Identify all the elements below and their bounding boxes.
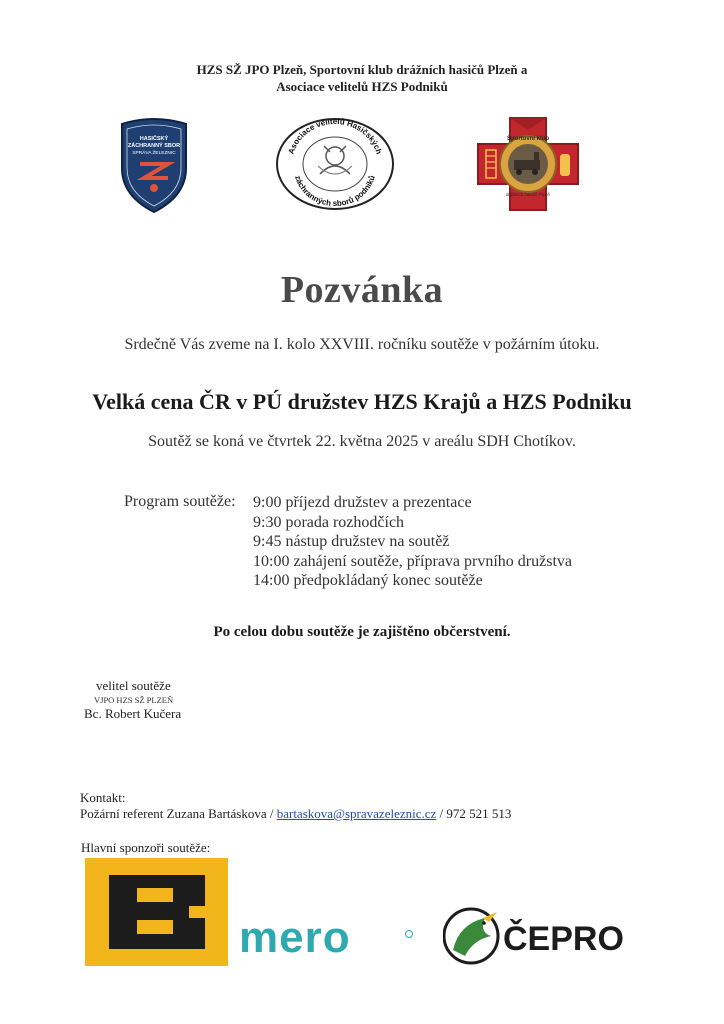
- program-item: 10:00 zahájení soutěže, příprava prvního družstva: [253, 552, 572, 570]
- left-logo-text-top: HASIČSKÝ: [139, 136, 169, 142]
- left-logo-text-bottom: SPRÁVA ŽELEZNIC: [132, 151, 176, 156]
- mero-wordmark: mero: [239, 913, 351, 960]
- hzs-sprava-zeleznic-logo: [118, 116, 190, 214]
- contact-email-link[interactable]: bartaskova@spravazeleznic.cz: [276, 806, 437, 821]
- sponsor-cepro-logo: [443, 906, 635, 966]
- program-label: Program soutěže:: [124, 493, 236, 510]
- header-organizers-line2: Asociace velitelů HZS Podniků: [276, 79, 448, 94]
- program-list: [253, 493, 572, 591]
- commander-unit: VJPO HZS SŽ PLZEŇ: [94, 695, 174, 705]
- left-logo-text-mid: ZÁCHRANNÝ SBOR: [127, 143, 181, 149]
- cepro-wordmark: ČEPRO: [503, 920, 624, 958]
- sponsor-b-logo: [85, 858, 228, 966]
- page-title: Pozvánka: [280, 269, 444, 311]
- commander-role: velitel soutěže: [96, 678, 171, 693]
- event-title: Velká cena ČR v PÚ družstev HZS Krajů a HZS Podniku: [92, 389, 632, 414]
- sponsor-mero-logo: [239, 912, 417, 960]
- asociace-velitelu-logo: [274, 116, 396, 212]
- contact-person: Požární referent Zuzana Bartáskova /: [80, 806, 274, 821]
- sportovni-klub-hasicu-logo: [476, 116, 580, 212]
- sponsors-label: Hlavní sponzoři soutěže:: [81, 840, 211, 855]
- refreshments-note: Po celou dobu soutěže je zajištěno občerstvení.: [213, 624, 511, 640]
- program-item: 9:00 příjezd družstev a prezentace: [253, 494, 472, 511]
- program-item: 9:30 porada rozhodčích: [253, 513, 405, 531]
- middle-logo-text-top: Asociace velitelů Hasičských: [286, 116, 384, 156]
- program-item: 14:00 předpokládaný konec soutěže: [253, 572, 483, 589]
- right-logo-text-bottom: drážních hasičů Plzeň: [505, 192, 551, 197]
- right-logo-text-top: Sportovní klub: [507, 136, 549, 142]
- program-item: 9:45 nástup družstev na soutěž: [253, 533, 450, 550]
- event-date-location: Soutěž se koná ve čtvrtek 22. května 2025 v areálu SDH Chotíkov.: [148, 433, 576, 450]
- contact-phone: / 972 521 513: [439, 806, 512, 821]
- middle-logo-text-bottom: záchranných sborů podniků: [293, 174, 377, 209]
- contact-line: [80, 806, 511, 822]
- invitation-text: Srdečně Vás zveme na I. kolo XXVIII. ročníku soutěže v požárním útoku.: [124, 336, 600, 353]
- commander-name: Bc. Robert Kučera: [84, 706, 182, 721]
- contact-label: Kontakt:: [80, 790, 126, 805]
- header-organizers-line1: HZS SŽ JPO Plzeň, Sportovní klub drážních hasičů Plzeň a: [196, 62, 528, 77]
